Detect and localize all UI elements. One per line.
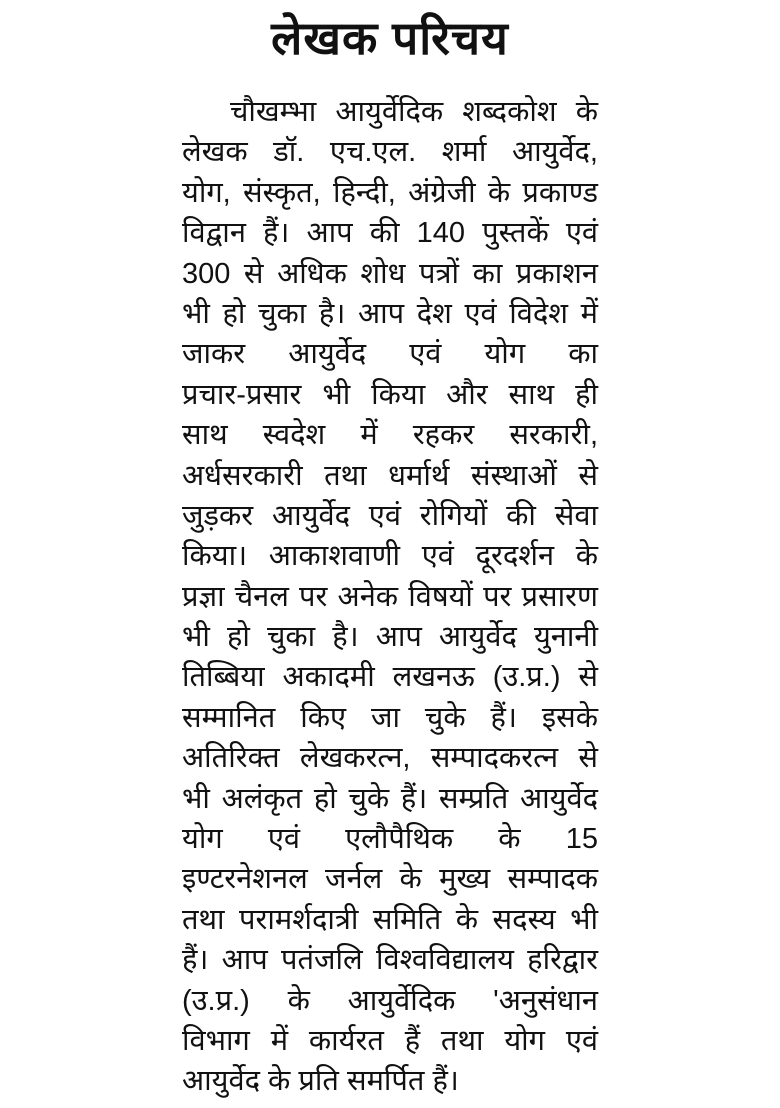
text-line: जाकर आयुर्वेद एवं योग का: [182, 338, 598, 371]
text-line: जुड़कर आयुर्वेद एवं रोगियों की सेवा: [182, 499, 598, 532]
text-line: हैं। आप पतंजलि विश्वविद्यालय हरिद्वार: [182, 944, 598, 977]
text-line: अतिरिक्त लेखकरत्न, सम्पादकरत्न से: [182, 742, 598, 775]
text-line: योग, संस्कृत, हिन्दी, अंग्रेजी के प्रकाण्ड: [182, 176, 598, 209]
text-line: योग एवं एलौपैथिक के 15: [182, 823, 598, 856]
text-line: आयुर्वेद के प्रति समर्पित हैं।: [182, 1065, 459, 1098]
text-line: भी अलंकृत हो चुके हैं। सम्प्रति आयुर्वेद: [182, 782, 598, 815]
text-line: भी हो चुका है। आप देश एवं विदेश में: [182, 297, 598, 330]
author-bio-paragraph: [182, 92, 598, 1102]
text-line: विद्वान हैं। आप की 140 पुस्तकें एवं: [182, 217, 598, 250]
page-title: लेखक परिचय: [271, 12, 509, 64]
text-line: (उ.प्र.) के आयुर्वेदिक 'अनुसंधान: [182, 984, 598, 1017]
text-line: प्रचार-प्रसार भी किया और साथ ही: [182, 378, 598, 411]
text-line: किया। आकाशवाणी एवं दूरदर्शन के: [182, 540, 598, 573]
text-line: तथा परामर्शदात्री समिति के सदस्य भी: [182, 903, 598, 936]
text-line: अर्धसरकारी तथा धर्मार्थ संस्थाओं से: [182, 459, 598, 492]
text-line: भी हो चुका है। आप आयुर्वेद युनानी: [182, 621, 598, 654]
text-line: लेखक डॉ. एच.एल. शर्मा आयुर्वेद,: [182, 136, 598, 169]
text-line: प्रज्ञा चैनल पर अनेक विषयों पर प्रसारण: [182, 580, 598, 613]
text-line: तिब्बिया अकादमी लखनऊ (उ.प्र.) से: [182, 661, 598, 694]
text-line: इण्टरनेशनल जर्नल के मुख्य सम्पादक: [182, 863, 598, 896]
text-line: विभाग में कार्यरत हैं तथा योग एवं: [182, 1024, 598, 1057]
text-line: चौखम्भा आयुर्वेदिक शब्दकोश के: [230, 96, 598, 128]
text-line: 300 से अधिक शोध पत्रों का प्रकाशन: [182, 257, 598, 290]
text-line: साथ स्वदेश में रहकर सरकारी,: [182, 419, 598, 452]
text-line: सम्मानित किए जा चुके हैं। इसके: [182, 701, 598, 734]
